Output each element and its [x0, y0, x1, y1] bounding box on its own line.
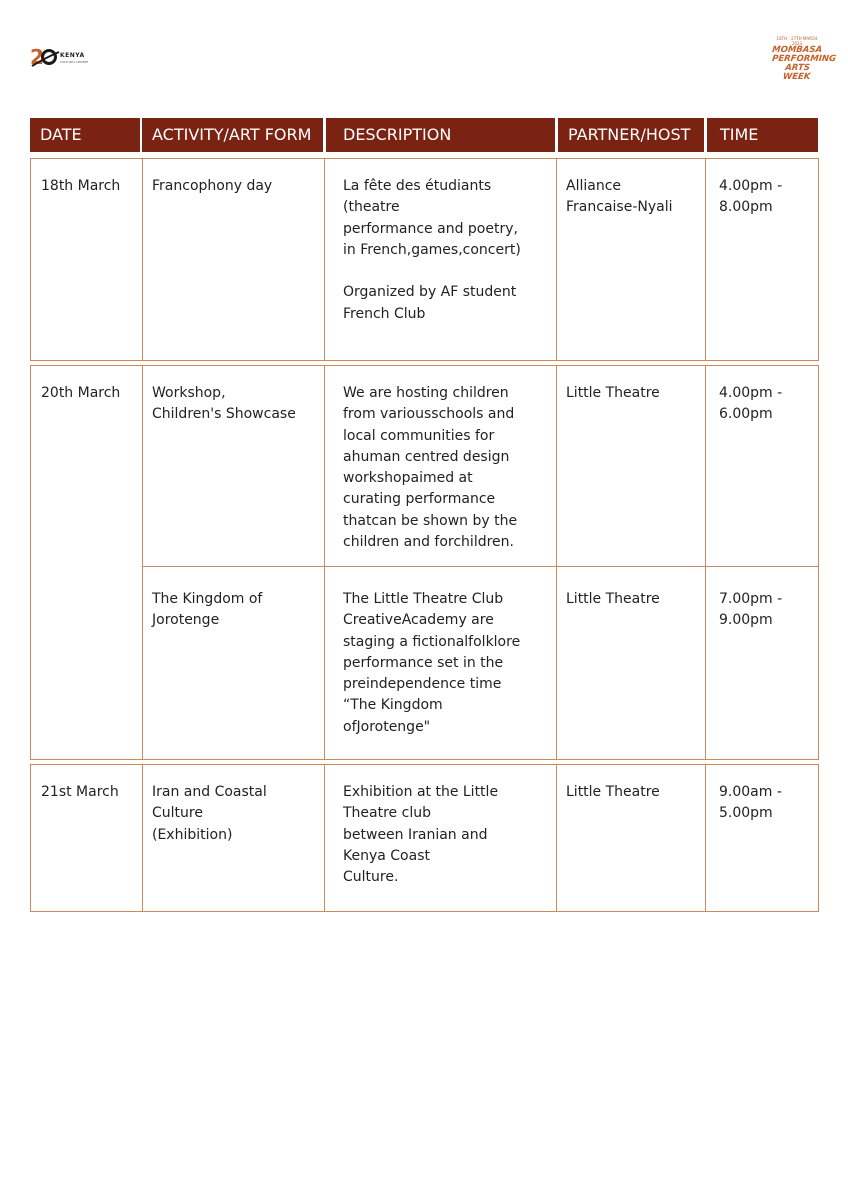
row-date: 18th March [41, 178, 121, 194]
header-time: TIME [707, 118, 818, 152]
row-activity: Workshop, Children's Showcase [152, 385, 296, 423]
row-date: 20th March [41, 385, 121, 401]
logo-title-line-1: MOMBASA [771, 45, 823, 55]
logo-title-line-3: ARTS WEEK [782, 63, 811, 82]
table-header [30, 118, 818, 152]
logo-text: KENYA [60, 52, 85, 59]
row-description: The Little Theatre Club CreativeAcademy are staging a fictionalfolklore performance set in the preindependence time “The Kingdom ofJorotenge" [343, 591, 521, 735]
row-time: 7.00pm - 9.00pm [719, 591, 783, 629]
row-partner: Little Theatre [566, 385, 660, 401]
row-date: 21st March [41, 784, 119, 800]
row-activity: The Kingdom of Jorotenge [152, 591, 263, 629]
header-partner: PARTNER/HOST [558, 118, 704, 152]
header-description: DESCRIPTION [326, 118, 555, 152]
row-partner: Little Theatre [566, 784, 660, 800]
table-row [30, 158, 819, 361]
row-description: We are hosting children from variousschools and local communities for ahuman centred design workshopaimed at curating performance thatcan be shown by the children and forchildren. [343, 385, 518, 551]
row-description: La fête des étudiants (theatre performance and poetry, in French,games,concert) Organized by AF student French Club [343, 178, 521, 322]
table-row-group [30, 365, 819, 760]
logo-dates: 18TH - 27TH MARCH 2023 [776, 36, 818, 46]
logo-subtext: CULTURAL CENTRE [60, 60, 89, 64]
row-time: 4.00pm - 8.00pm [719, 178, 783, 216]
kenya-cultural-centre-logo [30, 44, 94, 70]
anniversary-ribbon-icon [30, 44, 60, 70]
row-time: 9.00am - 5.00pm [719, 784, 782, 822]
header-date: DATE [30, 118, 140, 152]
logo-title-line-2: PERFORMING [771, 54, 837, 64]
row-activity: Iran and Coastal Culture (Exhibition) [152, 784, 267, 843]
row-partner: Alliance Francaise-Nyali [566, 178, 673, 216]
row-activity: Francophony day [152, 178, 273, 194]
row-description: Exhibition at the Little Theatre club between Iranian and Kenya Coast Culture. [343, 784, 499, 886]
table-row [30, 764, 819, 912]
row-time: 4.00pm - 6.00pm [719, 385, 783, 423]
header-activity: ACTIVITY/ART FORM [142, 118, 323, 152]
row-partner: Little Theatre [566, 591, 660, 607]
mombasa-performing-arts-week-logo [771, 36, 837, 82]
svg-text:2: 2 [30, 45, 44, 69]
